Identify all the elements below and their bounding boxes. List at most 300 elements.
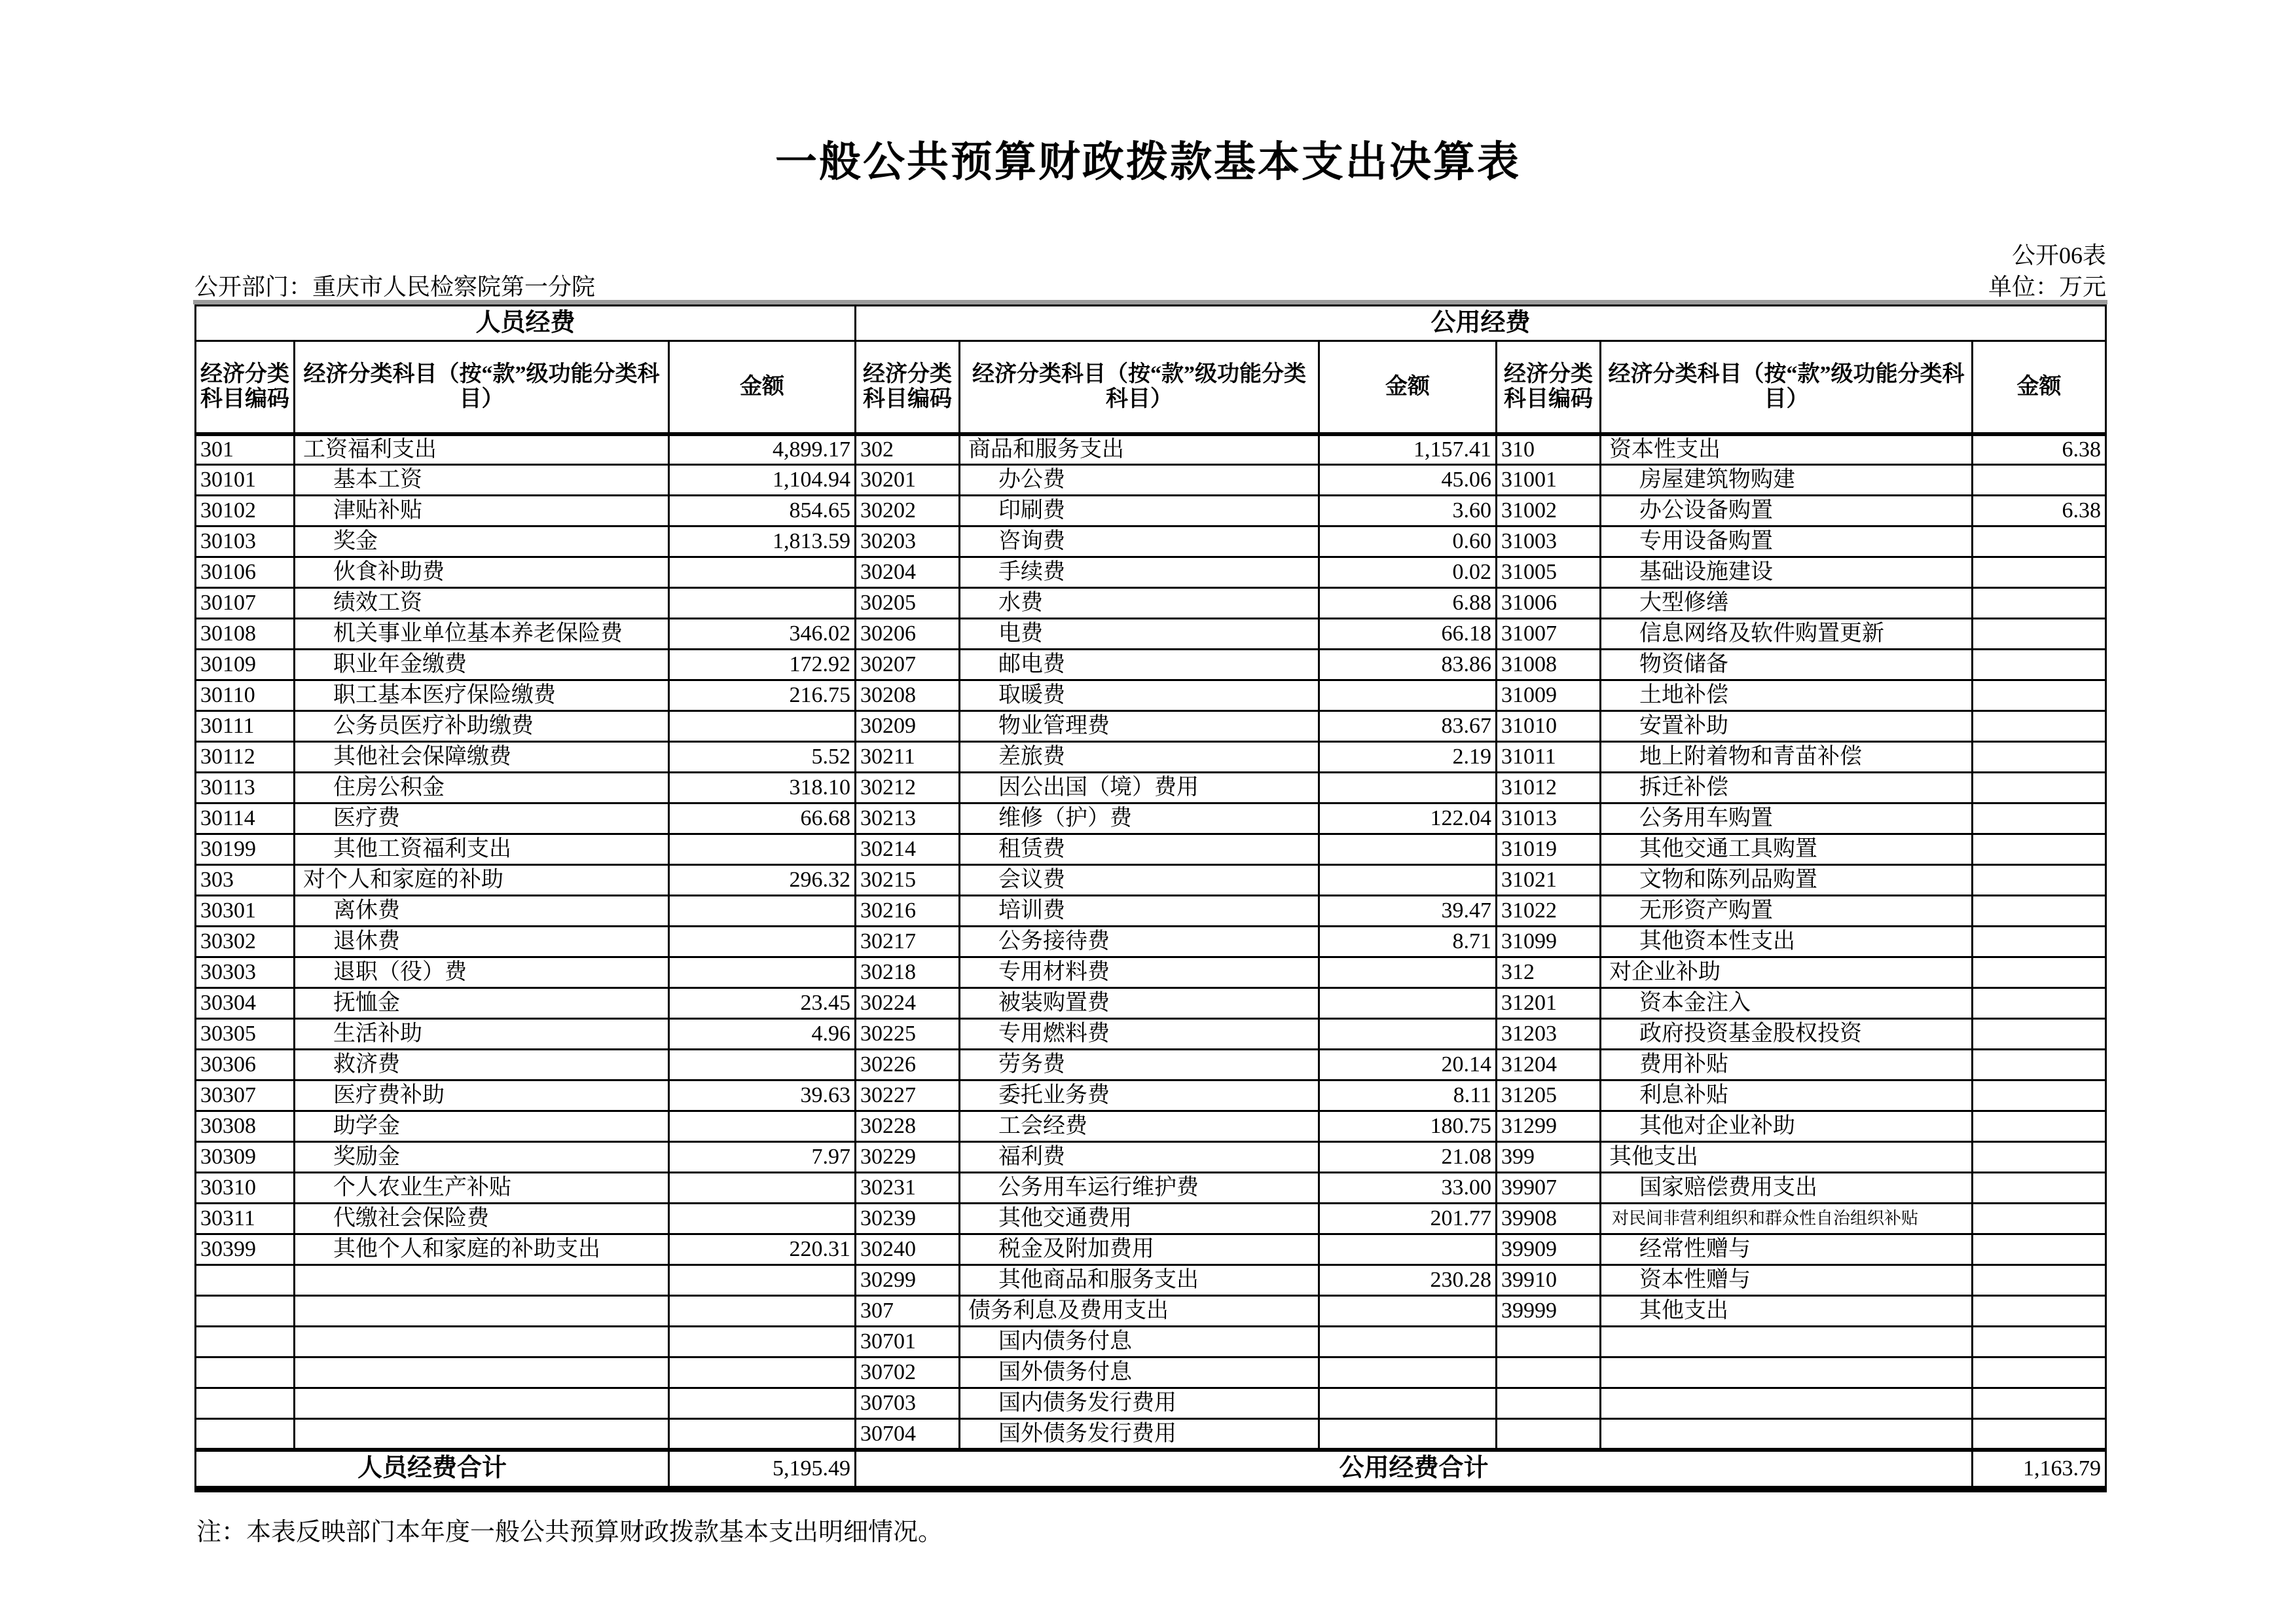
cell-amount xyxy=(1319,1234,1497,1265)
cell-name: 公务接待费 xyxy=(960,927,1319,957)
cell-amount xyxy=(1973,1265,2106,1296)
cell-amount xyxy=(1973,865,2106,896)
cell-amount: 66.18 xyxy=(1319,619,1497,650)
cell-amount xyxy=(669,1204,856,1234)
cell-amount xyxy=(1973,1080,2106,1111)
cell-code: 31022 xyxy=(1497,896,1601,927)
cell-name: 被装购置费 xyxy=(960,988,1319,1019)
cell-amount xyxy=(669,711,856,742)
cell-name: 工资福利支出 xyxy=(295,434,669,465)
cell-name: 其他个人和家庭的补助支出 xyxy=(295,1234,669,1265)
cell-name: 国外债务付息 xyxy=(960,1357,1319,1388)
cell-amount xyxy=(1319,1296,1497,1327)
cell-amount xyxy=(669,957,856,988)
cell-amount xyxy=(1973,773,2106,803)
cell-amount: 230.28 xyxy=(1319,1265,1497,1296)
cell-code: 31019 xyxy=(1497,834,1601,865)
cell-name: 其他商品和服务支出 xyxy=(960,1265,1319,1296)
cell-name: 土地补偿 xyxy=(1601,680,1973,711)
cell-amount xyxy=(1973,1296,2106,1327)
cell-code: 30309 xyxy=(196,1142,295,1173)
cell-code: 30239 xyxy=(856,1204,960,1234)
cell-amount xyxy=(1973,1142,2106,1173)
cell-name: 生活补助 xyxy=(295,1019,669,1050)
cell-code: 30224 xyxy=(856,988,960,1019)
cell-amount xyxy=(1973,588,2106,619)
cell-name: 其他支出 xyxy=(1601,1296,1973,1327)
cell-name: 伙食补助费 xyxy=(295,557,669,588)
cell-code: 30704 xyxy=(856,1419,960,1450)
table-top-rule xyxy=(193,300,2107,304)
cell-name: 助学金 xyxy=(295,1111,669,1142)
meta-line xyxy=(194,268,2106,302)
cell-amount xyxy=(1973,1204,2106,1234)
cell-name: 劳务费 xyxy=(960,1050,1319,1080)
cell-amount: 6.38 xyxy=(1973,496,2106,526)
cell-name: 退职（役）费 xyxy=(295,957,669,988)
cell-name xyxy=(295,1388,669,1419)
cell-code: 39907 xyxy=(1497,1173,1601,1204)
cell-name: 委托业务费 xyxy=(960,1080,1319,1111)
cell-amount xyxy=(669,1050,856,1080)
col-header-code: 经济分类科目编码 xyxy=(196,341,295,434)
cell-amount xyxy=(1973,1419,2106,1450)
table-row xyxy=(196,1419,2106,1450)
cell-code: 31012 xyxy=(1497,773,1601,803)
cell-amount xyxy=(1973,927,2106,957)
cell-name: 抚恤金 xyxy=(295,988,669,1019)
cell-amount: 23.45 xyxy=(669,988,856,1019)
cell-name: 专用材料费 xyxy=(960,957,1319,988)
table-row xyxy=(196,1265,2106,1296)
cell-name: 国内债务付息 xyxy=(960,1327,1319,1357)
cell-amount: 346.02 xyxy=(669,619,856,650)
cell-code: 30208 xyxy=(856,680,960,711)
cell-name: 办公设备购置 xyxy=(1601,496,1973,526)
table-row xyxy=(196,557,2106,588)
cell-amount xyxy=(1319,773,1497,803)
cell-code: 30302 xyxy=(196,927,295,957)
cell-code: 30231 xyxy=(856,1173,960,1204)
table-row xyxy=(196,1296,2106,1327)
cell-name: 医疗费 xyxy=(295,803,669,834)
cell-name: 大型修缮 xyxy=(1601,588,1973,619)
cell-code: 30204 xyxy=(856,557,960,588)
cell-amount xyxy=(1319,1327,1497,1357)
cell-name: 办公费 xyxy=(960,465,1319,496)
table-row xyxy=(196,865,2106,896)
table-row xyxy=(196,1080,2106,1111)
cell-code: 30211 xyxy=(856,742,960,773)
cell-name: 维修（护）费 xyxy=(960,803,1319,834)
cell-amount: 1,813.59 xyxy=(669,526,856,557)
cell-name: 文物和陈列品购置 xyxy=(1601,865,1973,896)
table-row xyxy=(196,496,2106,526)
table-row xyxy=(196,465,2106,496)
cell-name: 退休费 xyxy=(295,927,669,957)
cell-name: 专用设备购置 xyxy=(1601,526,1973,557)
cell-name xyxy=(1601,1357,1973,1388)
totals-row xyxy=(196,1450,2106,1489)
cell-amount xyxy=(669,834,856,865)
cell-name: 其他交通工具购置 xyxy=(1601,834,1973,865)
cell-code: 30205 xyxy=(856,588,960,619)
cell-code: 31021 xyxy=(1497,865,1601,896)
page-title: 一般公共预算财政拨款基本支出决算表 xyxy=(775,139,1521,185)
cell-code: 30108 xyxy=(196,619,295,650)
cell-amount xyxy=(669,1173,856,1204)
cell-code: 31201 xyxy=(1497,988,1601,1019)
cell-code: 30206 xyxy=(856,619,960,650)
cell-name: 福利费 xyxy=(960,1142,1319,1173)
table-row xyxy=(196,526,2106,557)
cell-code: 31099 xyxy=(1497,927,1601,957)
col-header-amount: 金额 xyxy=(1319,341,1497,434)
public-total-label: 公用经费合计 xyxy=(856,1450,1973,1489)
cell-name: 离休费 xyxy=(295,896,669,927)
cell-name: 其他对企业补助 xyxy=(1601,1111,1973,1142)
cell-amount xyxy=(1973,526,2106,557)
cell-amount xyxy=(1319,1419,1497,1450)
cell-name: 救济费 xyxy=(295,1050,669,1080)
cell-name: 其他社会保障缴费 xyxy=(295,742,669,773)
cell-code xyxy=(1497,1419,1601,1450)
cell-code: 312 xyxy=(1497,957,1601,988)
cell-amount: 4,899.17 xyxy=(669,434,856,465)
cell-code: 31013 xyxy=(1497,803,1601,834)
cell-name: 代缴社会保险费 xyxy=(295,1204,669,1234)
cell-name: 拆迁补偿 xyxy=(1601,773,1973,803)
cell-code: 31009 xyxy=(1497,680,1601,711)
cell-code: 30203 xyxy=(856,526,960,557)
table-row xyxy=(196,803,2106,834)
cell-name: 债务利息及费用支出 xyxy=(960,1296,1319,1327)
cell-code: 30304 xyxy=(196,988,295,1019)
cell-code: 30113 xyxy=(196,773,295,803)
cell-name: 房屋建筑物购建 xyxy=(1601,465,1973,496)
cell-name: 租赁费 xyxy=(960,834,1319,865)
budget-table xyxy=(194,304,2107,1492)
col-header-name: 经济分类科目（按“款”级功能分类科目） xyxy=(295,341,669,434)
cell-name: 安置补助 xyxy=(1601,711,1973,742)
cell-code: 39909 xyxy=(1497,1234,1601,1265)
cell-name: 利息补贴 xyxy=(1601,1080,1973,1111)
cell-amount xyxy=(1973,742,2106,773)
cell-code: 30228 xyxy=(856,1111,960,1142)
footnote: 注：本表反映部门本年度一般公共预算财政拨款基本支出明细情况。 xyxy=(196,1519,943,1546)
table-row xyxy=(196,1327,2106,1357)
cell-code: 30101 xyxy=(196,465,295,496)
cell-name: 资本性支出 xyxy=(1601,434,1973,465)
cell-name xyxy=(1601,1388,1973,1419)
cell-code: 30110 xyxy=(196,680,295,711)
personnel-total-amount: 5,195.49 xyxy=(669,1450,856,1489)
cell-code: 303 xyxy=(196,865,295,896)
cell-code: 31011 xyxy=(1497,742,1601,773)
cell-name: 职工基本医疗保险缴费 xyxy=(295,680,669,711)
cell-name: 取暖费 xyxy=(960,680,1319,711)
col-header-name: 经济分类科目（按“款”级功能分类科目） xyxy=(960,341,1319,434)
cell-name: 公务用车购置 xyxy=(1601,803,1973,834)
cell-name: 无形资产购置 xyxy=(1601,896,1973,927)
cell-amount: 7.97 xyxy=(669,1142,856,1173)
cell-code: 31008 xyxy=(1497,650,1601,680)
cell-amount: 854.65 xyxy=(669,496,856,526)
col-header-code: 经济分类科目编码 xyxy=(856,341,960,434)
cell-amount xyxy=(669,1265,856,1296)
cell-code: 31204 xyxy=(1497,1050,1601,1080)
cell-code: 30311 xyxy=(196,1204,295,1234)
cell-name: 职业年金缴费 xyxy=(295,650,669,680)
table-row xyxy=(196,1050,2106,1080)
cell-amount xyxy=(1973,650,2106,680)
cell-amount: 296.32 xyxy=(669,865,856,896)
cell-amount: 20.14 xyxy=(1319,1050,1497,1080)
cell-amount: 2.19 xyxy=(1319,742,1497,773)
cell-code xyxy=(196,1265,295,1296)
cell-amount xyxy=(669,927,856,957)
cell-name: 个人农业生产补贴 xyxy=(295,1173,669,1204)
cell-code: 30218 xyxy=(856,957,960,988)
table-row xyxy=(196,1019,2106,1050)
cell-code: 30201 xyxy=(856,465,960,496)
cell-code: 30306 xyxy=(196,1050,295,1080)
cell-name: 国家赔偿费用支出 xyxy=(1601,1173,1973,1204)
cell-amount xyxy=(669,1357,856,1388)
cell-amount xyxy=(1973,1173,2106,1204)
table-row xyxy=(196,1142,2106,1173)
cell-name: 对企业补助 xyxy=(1601,957,1973,988)
cell-code: 30225 xyxy=(856,1019,960,1050)
cell-name: 手续费 xyxy=(960,557,1319,588)
cell-amount xyxy=(1973,1234,2106,1265)
cell-code xyxy=(196,1357,295,1388)
sheet-number-label: 公开06表 xyxy=(2011,242,2106,268)
cell-name: 医疗费补助 xyxy=(295,1080,669,1111)
cell-amount xyxy=(1973,1019,2106,1050)
cell-code: 30305 xyxy=(196,1019,295,1050)
cell-amount xyxy=(669,1327,856,1357)
cell-amount xyxy=(669,1111,856,1142)
cell-amount: 1,157.41 xyxy=(1319,434,1497,465)
cell-amount xyxy=(1319,1388,1497,1419)
table-row xyxy=(196,711,2106,742)
cell-name: 地上附着物和青苗补偿 xyxy=(1601,742,1973,773)
cell-amount xyxy=(1319,865,1497,896)
cell-code: 31203 xyxy=(1497,1019,1601,1050)
cell-code: 301 xyxy=(196,434,295,465)
cell-name: 水费 xyxy=(960,588,1319,619)
cell-code: 30215 xyxy=(856,865,960,896)
cell-amount: 45.06 xyxy=(1319,465,1497,496)
col-header-code: 经济分类科目编码 xyxy=(1497,341,1601,434)
cell-amount: 5.52 xyxy=(669,742,856,773)
cell-code: 30240 xyxy=(856,1234,960,1265)
table-row xyxy=(196,619,2106,650)
unit-label: 单位：万元 xyxy=(1988,274,2106,300)
cell-name xyxy=(295,1296,669,1327)
cell-code xyxy=(1497,1327,1601,1357)
group-header-row xyxy=(196,306,2106,341)
cell-name xyxy=(1601,1419,1973,1450)
cell-name: 资本金注入 xyxy=(1601,988,1973,1019)
cell-name: 物业管理费 xyxy=(960,711,1319,742)
cell-amount: 220.31 xyxy=(669,1234,856,1265)
col-header-name: 经济分类科目（按“款”级功能分类科目） xyxy=(1601,341,1973,434)
cell-code xyxy=(196,1296,295,1327)
cell-amount xyxy=(1973,711,2106,742)
cell-amount: 172.92 xyxy=(669,650,856,680)
cell-amount xyxy=(669,896,856,927)
cell-name: 费用补贴 xyxy=(1601,1050,1973,1080)
cell-code: 30217 xyxy=(856,927,960,957)
cell-code: 39908 xyxy=(1497,1204,1601,1234)
cell-amount: 318.10 xyxy=(669,773,856,803)
cell-amount xyxy=(1973,988,2106,1019)
cell-amount: 122.04 xyxy=(1319,803,1497,834)
cell-name: 住房公积金 xyxy=(295,773,669,803)
cell-amount: 3.60 xyxy=(1319,496,1497,526)
cell-amount xyxy=(1319,680,1497,711)
cell-amount: 180.75 xyxy=(1319,1111,1497,1142)
table-row xyxy=(196,834,2106,865)
table-row xyxy=(196,1357,2106,1388)
cell-code: 31005 xyxy=(1497,557,1601,588)
cell-name: 专用燃料费 xyxy=(960,1019,1319,1050)
cell-name xyxy=(295,1419,669,1450)
cell-amount: 4.96 xyxy=(669,1019,856,1050)
cell-name xyxy=(295,1327,669,1357)
cell-amount xyxy=(1973,557,2106,588)
cell-amount xyxy=(1973,1111,2106,1142)
cell-name: 公务员医疗补助缴费 xyxy=(295,711,669,742)
table-row xyxy=(196,1173,2106,1204)
col-header-amount: 金额 xyxy=(1973,341,2106,434)
cell-name: 公务用车运行维护费 xyxy=(960,1173,1319,1204)
cell-amount xyxy=(669,588,856,619)
cell-amount: 21.08 xyxy=(1319,1142,1497,1173)
cell-code: 399 xyxy=(1497,1142,1601,1173)
cell-name: 奖金 xyxy=(295,526,669,557)
cell-name: 基础设施建设 xyxy=(1601,557,1973,588)
cell-amount: 83.86 xyxy=(1319,650,1497,680)
cell-amount: 201.77 xyxy=(1319,1204,1497,1234)
cell-amount xyxy=(1319,1019,1497,1050)
cell-name xyxy=(295,1357,669,1388)
cell-name: 其他支出 xyxy=(1601,1142,1973,1173)
table-row xyxy=(196,650,2106,680)
cell-name: 咨询费 xyxy=(960,526,1319,557)
cell-amount xyxy=(1973,896,2106,927)
cell-amount xyxy=(1319,1357,1497,1388)
cell-amount xyxy=(1973,803,2106,834)
cell-name: 经常性赠与 xyxy=(1601,1234,1973,1265)
cell-amount xyxy=(1973,957,2106,988)
cell-code: 30209 xyxy=(856,711,960,742)
cell-amount xyxy=(1319,834,1497,865)
cell-name: 奖励金 xyxy=(295,1142,669,1173)
cell-amount xyxy=(1319,988,1497,1019)
cell-name: 培训费 xyxy=(960,896,1319,927)
table-row xyxy=(196,1111,2106,1142)
cell-amount xyxy=(1973,680,2106,711)
cell-name: 政府投资基金股权投资 xyxy=(1601,1019,1973,1050)
cell-name: 其他交通费用 xyxy=(960,1204,1319,1234)
cell-code: 30299 xyxy=(856,1265,960,1296)
table-row xyxy=(196,588,2106,619)
table-row xyxy=(196,896,2106,927)
col-header-amount: 金额 xyxy=(669,341,856,434)
cell-amount: 33.00 xyxy=(1319,1173,1497,1204)
cell-code: 30226 xyxy=(856,1050,960,1080)
table-row xyxy=(196,988,2106,1019)
cell-name: 津贴补贴 xyxy=(295,496,669,526)
cell-name: 工会经费 xyxy=(960,1111,1319,1142)
cell-amount: 0.02 xyxy=(1319,557,1497,588)
cell-code: 31007 xyxy=(1497,619,1601,650)
cell-code: 30399 xyxy=(196,1234,295,1265)
cell-code: 30701 xyxy=(856,1327,960,1357)
column-header-row xyxy=(196,341,2106,434)
cell-code: 30199 xyxy=(196,834,295,865)
cell-code: 31205 xyxy=(1497,1080,1601,1111)
cell-code: 30213 xyxy=(856,803,960,834)
cell-code: 30308 xyxy=(196,1111,295,1142)
cell-code: 30301 xyxy=(196,896,295,927)
cell-code: 30103 xyxy=(196,526,295,557)
cell-name: 基本工资 xyxy=(295,465,669,496)
table-row xyxy=(196,1234,2106,1265)
cell-amount: 1,104.94 xyxy=(669,465,856,496)
cell-code: 30207 xyxy=(856,650,960,680)
cell-amount xyxy=(1973,1357,2106,1388)
cell-code: 30212 xyxy=(856,773,960,803)
personnel-total-label: 人员经费合计 xyxy=(196,1450,669,1489)
cell-code: 39910 xyxy=(1497,1265,1601,1296)
cell-amount: 0.60 xyxy=(1319,526,1497,557)
cell-amount: 83.67 xyxy=(1319,711,1497,742)
cell-code: 30229 xyxy=(856,1142,960,1173)
cell-name: 信息网络及软件购置更新 xyxy=(1601,619,1973,650)
cell-code xyxy=(196,1388,295,1419)
cell-code: 30216 xyxy=(856,896,960,927)
cell-amount xyxy=(1973,1388,2106,1419)
cell-code: 30214 xyxy=(856,834,960,865)
cell-code: 30702 xyxy=(856,1357,960,1388)
table-body xyxy=(196,434,2106,1450)
cell-amount xyxy=(1973,465,2106,496)
cell-amount xyxy=(1973,619,2106,650)
cell-code: 30102 xyxy=(196,496,295,526)
cell-code: 302 xyxy=(856,434,960,465)
group-header-public: 公用经费 xyxy=(856,306,2106,341)
table-row xyxy=(196,680,2106,711)
cell-code: 310 xyxy=(1497,434,1601,465)
cell-name: 物资储备 xyxy=(1601,650,1973,680)
cell-name: 邮电费 xyxy=(960,650,1319,680)
cell-code: 30111 xyxy=(196,711,295,742)
cell-code xyxy=(1497,1357,1601,1388)
cell-amount: 39.63 xyxy=(669,1080,856,1111)
table-row xyxy=(196,1388,2106,1419)
cell-amount: 6.38 xyxy=(1973,434,2106,465)
cell-name: 差旅费 xyxy=(960,742,1319,773)
cell-code: 30112 xyxy=(196,742,295,773)
cell-code: 31001 xyxy=(1497,465,1601,496)
cell-amount xyxy=(1973,834,2106,865)
cell-amount xyxy=(669,1296,856,1327)
cell-code: 31010 xyxy=(1497,711,1601,742)
